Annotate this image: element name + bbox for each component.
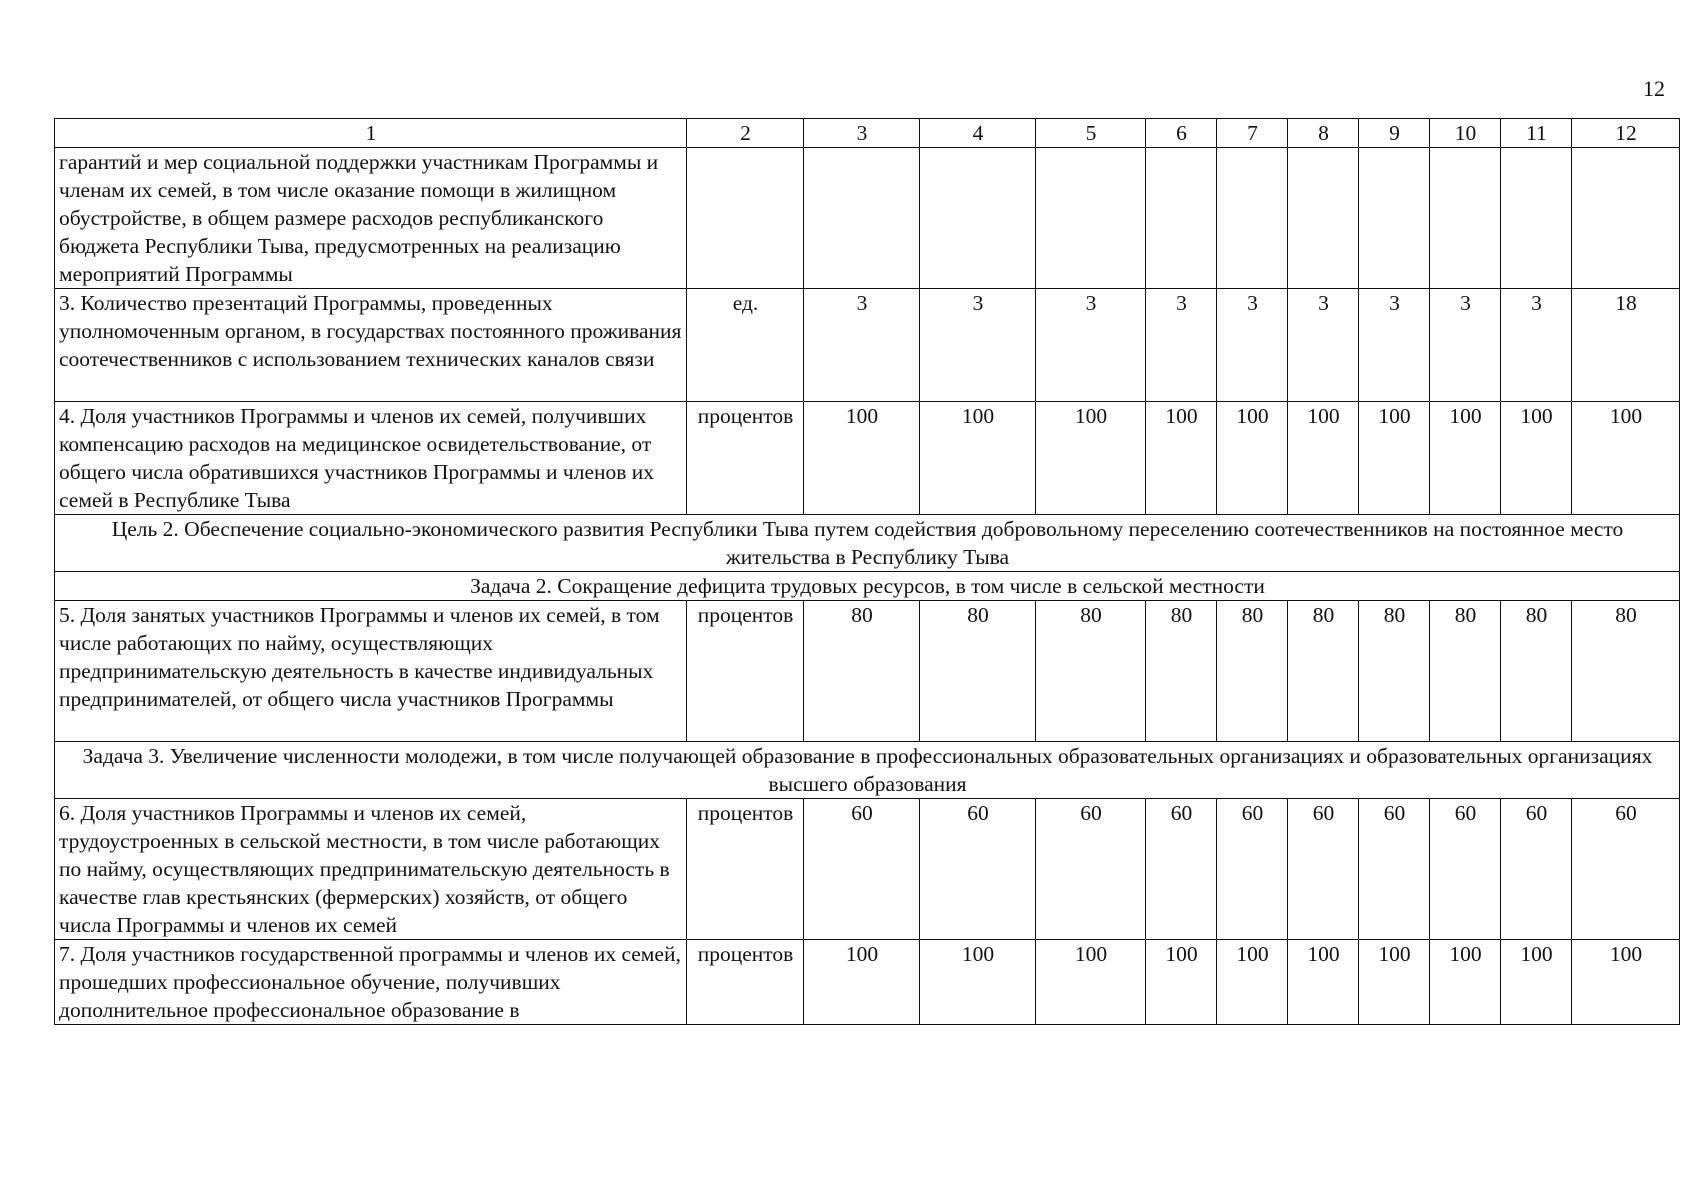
column-number-header: 1: [55, 119, 687, 148]
indicator-value: 3: [804, 289, 920, 402]
indicator-value: 100: [1288, 402, 1359, 515]
indicator-value: 100: [1217, 402, 1288, 515]
indicator-value: 100: [920, 940, 1036, 1025]
indicator-value: [1036, 148, 1146, 289]
column-number-header: 4: [920, 119, 1036, 148]
indicator-value: 100: [1036, 940, 1146, 1025]
column-number-row: [55, 119, 1680, 148]
indicator-description: 6. Доля участников Программы и членов их семей, трудоустроенных в сельской местности, в том числе работающих по найму, осуществляющих предпринимательскую деятельность в качестве глав крестьянских (фермерских) хозяйств, от общего числа Программы и членов их семей: [55, 799, 687, 940]
indicator-description: 3. Количество презентаций Программы, проведенных уполномоченным органом, в государствах постоянного проживания соотечественников с использованием технических каналов связи: [55, 289, 687, 402]
indicator-value: 100: [1430, 402, 1501, 515]
table-row: [55, 940, 1680, 1025]
indicator-description: 4. Доля участников Программы и членов их семей, получивших компенсацию расходов на медицинское освидетельствование, от общего числа обратившихся участников Программы и членов их семей в Республике Тыва: [55, 402, 687, 515]
indicator-value: 3: [1430, 289, 1501, 402]
indicator-unit: процентов: [687, 402, 804, 515]
indicator-value: 100: [1572, 402, 1680, 515]
indicator-value: 100: [1501, 402, 1572, 515]
column-number-header: 11: [1501, 119, 1572, 148]
task-row: [55, 742, 1680, 799]
indicator-value: 3: [1501, 289, 1572, 402]
indicator-value: [1430, 148, 1501, 289]
indicator-value: [1217, 148, 1288, 289]
column-number-header: 9: [1359, 119, 1430, 148]
indicator-value: 3: [1036, 289, 1146, 402]
indicator-description: гарантий и мер социальной поддержки участникам Программы и членам их семей, в том числе оказание помощи в жилищном обустройстве, в общем размере расходов республиканского бюджета Республики Тыва, предусмотренных на реализацию мероприятий Программы: [55, 148, 687, 289]
column-number-header: 5: [1036, 119, 1146, 148]
indicator-value: 80: [920, 601, 1036, 742]
table-row: [55, 402, 1680, 515]
indicator-value: 60: [1146, 799, 1217, 940]
indicator-value: [1288, 148, 1359, 289]
page-number: 12: [1643, 76, 1665, 101]
indicator-value: 80: [1501, 601, 1572, 742]
indicator-value: 100: [804, 940, 920, 1025]
indicator-value: 18: [1572, 289, 1680, 402]
column-number-header: 10: [1430, 119, 1501, 148]
indicator-unit: процентов: [687, 601, 804, 742]
indicator-value: [1359, 148, 1430, 289]
indicator-value: [1501, 148, 1572, 289]
indicator-value: 60: [1359, 799, 1430, 940]
indicator-value: 80: [1288, 601, 1359, 742]
goal-row: [55, 515, 1680, 572]
column-number-header: 7: [1217, 119, 1288, 148]
task-heading: Задача 3. Увеличение численности молодежи, в том числе получающей образование в профессиональных образовательных организациях и образовательных организациях высшего образования: [55, 742, 1680, 799]
indicator-value: 60: [920, 799, 1036, 940]
table-row: [55, 601, 1680, 742]
indicator-value: 60: [804, 799, 920, 940]
column-number-header: 2: [687, 119, 804, 148]
indicator-value: 80: [804, 601, 920, 742]
indicator-unit: [687, 148, 804, 289]
indicator-value: 3: [920, 289, 1036, 402]
indicator-value: 100: [920, 402, 1036, 515]
table-row: [55, 148, 1680, 289]
indicator-value: 80: [1572, 601, 1680, 742]
indicator-unit: ед.: [687, 289, 804, 402]
indicator-value: 100: [1430, 940, 1501, 1025]
indicator-value: 80: [1217, 601, 1288, 742]
indicator-value: 100: [1359, 940, 1430, 1025]
indicator-value: 100: [804, 402, 920, 515]
indicator-unit: процентов: [687, 940, 804, 1025]
indicator-description: 5. Доля занятых участников Программы и членов их семей, в том числе работающих по найму, осуществляющих предпринимательскую деятельность в качестве индивидуальных предпринимателей, от общего числа участников Программы: [55, 601, 687, 742]
column-number-header: 8: [1288, 119, 1359, 148]
indicator-value: [1146, 148, 1217, 289]
task-row: [55, 572, 1680, 601]
indicator-value: 3: [1288, 289, 1359, 402]
indicator-value: 60: [1288, 799, 1359, 940]
indicator-value: 60: [1430, 799, 1501, 940]
indicator-value: 80: [1036, 601, 1146, 742]
indicator-value: [1572, 148, 1680, 289]
indicator-value: 3: [1146, 289, 1217, 402]
indicator-value: 100: [1217, 940, 1288, 1025]
column-number-header: 3: [804, 119, 920, 148]
goal-heading: Цель 2. Обеспечение социально-экономического развития Республики Тыва путем содействия добровольному переселению соотечественников на постоянное место жительства в Республику Тыва: [55, 515, 1680, 572]
indicator-value: 60: [1036, 799, 1146, 940]
indicator-value: 100: [1572, 940, 1680, 1025]
indicator-value: 3: [1359, 289, 1430, 402]
indicator-value: 3: [1217, 289, 1288, 402]
indicator-value: 100: [1501, 940, 1572, 1025]
indicator-value: 100: [1146, 940, 1217, 1025]
indicator-value: [920, 148, 1036, 289]
task-heading: Задача 2. Сокращение дефицита трудовых ресурсов, в том числе в сельской местности: [55, 572, 1680, 601]
table-row: [55, 799, 1680, 940]
indicator-unit: процентов: [687, 799, 804, 940]
indicator-description: 7. Доля участников государственной программы и членов их семей, прошедших профессиональное обучение, получивших дополнительное профессиональное образование в: [55, 940, 687, 1025]
indicator-value: 80: [1430, 601, 1501, 742]
column-number-header: 12: [1572, 119, 1680, 148]
indicator-value: 100: [1146, 402, 1217, 515]
indicator-value: 60: [1217, 799, 1288, 940]
indicator-value: 80: [1146, 601, 1217, 742]
indicator-value: 60: [1572, 799, 1680, 940]
indicator-value: 80: [1359, 601, 1430, 742]
indicator-value: [804, 148, 920, 289]
indicator-value: 60: [1501, 799, 1572, 940]
column-number-header: 6: [1146, 119, 1217, 148]
indicator-value: 100: [1288, 940, 1359, 1025]
indicators-table: [54, 118, 1680, 1025]
table-row: [55, 289, 1680, 402]
indicator-value: 100: [1359, 402, 1430, 515]
indicator-value: 100: [1036, 402, 1146, 515]
